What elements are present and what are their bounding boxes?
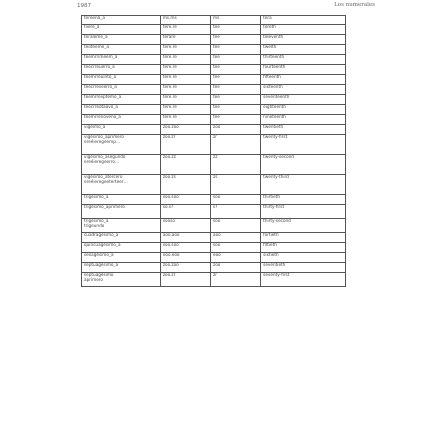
table-cell <box>261 45 346 55</box>
cell-text: zoo.zr <box>162 272 176 277</box>
table-cell <box>211 125 261 135</box>
cell-text: teecrreuerro_a <box>84 64 115 69</box>
table-cell <box>160 155 210 175</box>
cell-text: trigésimo_a <box>84 218 109 223</box>
table-cell <box>160 45 210 55</box>
table-cell <box>261 85 346 95</box>
table-row <box>82 135 346 155</box>
table-cell <box>211 233 261 243</box>
table-cell <box>160 273 210 287</box>
table-cell <box>160 195 210 205</box>
table-cell <box>160 233 210 243</box>
table-row <box>82 233 346 243</box>
cell-text: cuadragésimo_a <box>84 232 119 237</box>
table-cell <box>261 75 346 85</box>
table-cell <box>160 115 210 125</box>
cell-text: tee <box>213 104 220 109</box>
cell-text: seventieth <box>263 262 286 267</box>
cell-text: sixteenth <box>263 84 283 89</box>
table-cell <box>261 263 346 273</box>
cell-text: zoo.zs <box>162 174 176 179</box>
table-cell <box>261 233 346 243</box>
cell-text: tereth <box>263 24 276 29</box>
cell-text: tee <box>213 74 220 79</box>
cell-text: trigésimo_aprimero <box>84 204 125 209</box>
header-right: Los numerales <box>334 2 375 8</box>
cell-text: ereéieregeemp… <box>84 138 121 144</box>
cell-text: vigésimo_atercero <box>84 174 123 179</box>
cell-text: eoo.eoo <box>162 252 180 257</box>
cell-text: so.s? <box>162 204 174 209</box>
table-cell <box>261 253 346 263</box>
table-cell <box>261 115 346 125</box>
table-cell <box>261 105 346 115</box>
table-cell <box>211 135 261 155</box>
cell-text: soo.soo <box>162 194 179 199</box>
cell-text: nineteenth <box>263 114 286 119</box>
table-cell <box>82 115 161 125</box>
table-cell <box>82 195 161 205</box>
table-cell <box>82 263 161 273</box>
cell-text: vigéimo_a <box>84 124 106 129</box>
table-cell <box>82 155 161 175</box>
table-row <box>82 55 346 65</box>
table-row <box>82 273 346 287</box>
table-cell <box>160 243 210 253</box>
table-cell <box>261 35 346 45</box>
cell-text: soo <box>213 218 221 223</box>
cell-text: seventeenth <box>263 94 290 99</box>
cell-text: tee <box>213 34 220 39</box>
cell-text: tere.re <box>162 64 177 69</box>
cell-text: zoo <box>213 262 221 267</box>
table-cell <box>261 155 346 175</box>
table-row <box>82 16 346 25</box>
table-cell <box>160 55 210 65</box>
table-row <box>82 85 346 95</box>
table-row <box>82 25 346 35</box>
cell-text: teecrreseerro_a <box>84 84 117 89</box>
table-cell <box>160 175 210 195</box>
table-cell <box>261 175 346 195</box>
cell-text: fifteenth <box>263 74 281 79</box>
cell-text: twenty-first <box>263 134 288 139</box>
table-cell <box>82 16 161 25</box>
table-cell <box>211 65 261 75</box>
cell-text: zz <box>213 154 218 159</box>
cell-text: tere.re <box>162 114 177 119</box>
table-row <box>82 115 346 125</box>
table-cell <box>160 65 210 75</box>
table-cell <box>211 55 261 65</box>
cell-text: eighteenth <box>263 104 286 109</box>
table-cell <box>82 55 161 65</box>
table-cell <box>261 65 346 75</box>
cell-text: zr <box>213 134 217 139</box>
cell-text: tee <box>213 24 220 29</box>
cell-text: tere.re <box>162 94 177 99</box>
cell-text: aprimero <box>84 276 103 282</box>
cell-text: aoo <box>213 232 221 237</box>
table-row <box>82 45 346 55</box>
cell-text: zoo.zz <box>162 154 176 159</box>
cell-text: tee <box>213 54 220 59</box>
cell-text: aoo.aoo <box>162 232 180 237</box>
table-cell <box>82 125 161 135</box>
table-cell <box>211 273 261 287</box>
cell-text: fortieth <box>263 232 279 237</box>
table-cell <box>82 75 161 85</box>
table-cell <box>160 263 210 273</box>
cell-text: trigésimo_a <box>84 194 109 199</box>
cell-text: sexagésimo_a <box>84 252 114 257</box>
table-cell <box>211 45 261 55</box>
cell-text: trigeundo <box>84 222 105 228</box>
table-cell <box>211 95 261 105</box>
table-cell <box>82 273 161 287</box>
cell-text: tere.re <box>162 74 177 79</box>
table-cell <box>82 95 161 105</box>
cell-text: s? <box>213 204 218 209</box>
table-cell <box>160 125 210 135</box>
cell-text: tee <box>213 84 220 89</box>
cell-text: soo <box>213 242 221 247</box>
table-cell <box>160 95 210 105</box>
cell-text: seventy-first <box>263 272 290 277</box>
cell-text: tere.re <box>162 54 177 59</box>
cell-text: teemrreiiptemo_a <box>84 94 122 99</box>
numerals-table <box>81 15 346 287</box>
table-cell <box>211 175 261 195</box>
table-row <box>82 155 346 175</box>
table-cell <box>160 205 210 219</box>
cell-text: thirty-first <box>263 204 285 209</box>
table-cell <box>82 205 161 219</box>
table-cell <box>211 155 261 175</box>
cell-text: sooso <box>162 218 175 223</box>
cell-text: tera <box>263 15 272 20</box>
cell-text: quincuagésimo_a <box>84 242 121 247</box>
cell-text: teemrrenoveno_a <box>84 114 121 119</box>
table-cell <box>82 135 161 155</box>
table-cell <box>160 16 210 25</box>
table-cell <box>82 253 161 263</box>
cell-text: zs <box>213 174 218 179</box>
table-cell <box>82 243 161 253</box>
cell-text: fourteenth <box>263 64 286 69</box>
table-cell <box>211 75 261 85</box>
table-cell <box>160 253 210 263</box>
table-cell <box>211 25 261 35</box>
table-row <box>82 105 346 115</box>
cell-text: tee <box>213 64 220 69</box>
table-cell <box>160 35 210 45</box>
table-cell <box>211 115 261 125</box>
cell-text: tee <box>213 44 220 49</box>
table-cell <box>211 219 261 233</box>
table-cell <box>261 243 346 253</box>
table-cell <box>211 263 261 273</box>
cell-text: tee <box>213 94 220 99</box>
cell-text: televenth <box>263 34 284 39</box>
table-row <box>82 175 346 195</box>
table-cell <box>261 55 346 65</box>
cell-text: thirty-second <box>263 218 291 223</box>
table-row <box>82 95 346 105</box>
cell-text: twenty-second <box>263 154 294 159</box>
cell-text: thirteenth <box>263 54 285 59</box>
cell-text: teotéeme_a <box>84 44 109 49</box>
cell-text: tere.re <box>162 84 177 89</box>
table-cell <box>261 195 346 205</box>
cell-text: twentieth <box>263 124 284 129</box>
table-cell <box>261 16 346 25</box>
cell-text: ms <box>213 15 220 20</box>
table-cell <box>261 273 346 287</box>
table-row <box>82 243 346 253</box>
table-cell <box>160 75 210 85</box>
cell-text: teraleme_a <box>84 34 108 39</box>
table-cell <box>261 135 346 155</box>
table-row <box>82 219 346 233</box>
cell-text: tiiere_a <box>84 24 100 29</box>
table-cell <box>160 105 210 115</box>
table-row <box>82 75 346 85</box>
table-row <box>82 253 346 263</box>
cell-text: septuagésimo_a <box>84 262 119 267</box>
cell-text: sixtieth <box>263 252 279 257</box>
cell-text: ereéieregeeterteer… <box>84 178 128 184</box>
table-cell <box>82 85 161 95</box>
cell-text: zoo.zoo <box>162 124 179 129</box>
table-cell <box>211 105 261 115</box>
table-row <box>82 263 346 273</box>
cell-text: teemrrimeem_a <box>84 54 118 59</box>
table-cell <box>211 195 261 205</box>
table-cell <box>211 16 261 25</box>
table-cell <box>82 219 161 233</box>
table-cell <box>211 253 261 263</box>
cell-text: zoo.zr <box>162 134 176 139</box>
cell-text: vigésimo_aprimero <box>84 134 124 139</box>
cell-text: zoo <box>213 124 221 129</box>
table-cell <box>211 205 261 219</box>
table-cell <box>160 135 210 155</box>
header-left: 1987 <box>77 3 91 9</box>
table-cell <box>160 25 210 35</box>
cell-text: thirtieth <box>263 194 281 199</box>
table-cell <box>261 95 346 105</box>
table-cell <box>82 45 161 55</box>
table-row <box>82 35 346 45</box>
table-row <box>82 195 346 205</box>
cell-text: twenty-third <box>263 174 289 179</box>
cell-text: septuagésimo <box>84 272 114 277</box>
table-cell <box>82 105 161 115</box>
table-cell <box>261 219 346 233</box>
page-header <box>0 2 426 12</box>
cell-text: vigésimo_asegundo <box>84 154 126 159</box>
table-cell <box>261 25 346 35</box>
cell-text: zoo.zoo <box>162 262 179 267</box>
cell-text: fiftieth <box>263 242 277 247</box>
cell-text: tee <box>213 114 220 119</box>
table-cell <box>211 85 261 95</box>
table-row <box>82 65 346 75</box>
table-cell <box>160 219 210 233</box>
cell-text: soo <box>213 194 221 199</box>
table-cell <box>211 35 261 45</box>
cell-text: ereéieregeerro… <box>84 158 120 164</box>
cell-text: teemrreuinto_a <box>84 74 117 79</box>
table-row <box>82 205 346 219</box>
table-cell <box>82 25 161 35</box>
cell-text: tere.re <box>162 104 177 109</box>
table-cell <box>160 85 210 95</box>
table-cell <box>261 205 346 219</box>
table-row <box>82 125 346 135</box>
table-cell <box>82 35 161 45</box>
cell-text: twelth <box>263 44 277 49</box>
cell-text: tereená_a <box>84 15 105 20</box>
cell-text: tere.re <box>162 24 177 29</box>
table-cell <box>82 65 161 75</box>
table-cell <box>82 175 161 195</box>
cell-text: terare <box>162 34 176 39</box>
cell-text: soo.soo <box>162 242 179 247</box>
table-cell <box>261 125 346 135</box>
table-body <box>82 16 346 287</box>
cell-text: teecrreotaavo_a <box>84 104 118 109</box>
table-cell <box>82 233 161 243</box>
cell-text: zr <box>213 272 217 277</box>
cell-text: ms.ms <box>162 15 177 20</box>
cell-text: tere.re <box>162 44 177 49</box>
table-cell <box>211 243 261 253</box>
cell-text: eoo <box>213 252 221 257</box>
